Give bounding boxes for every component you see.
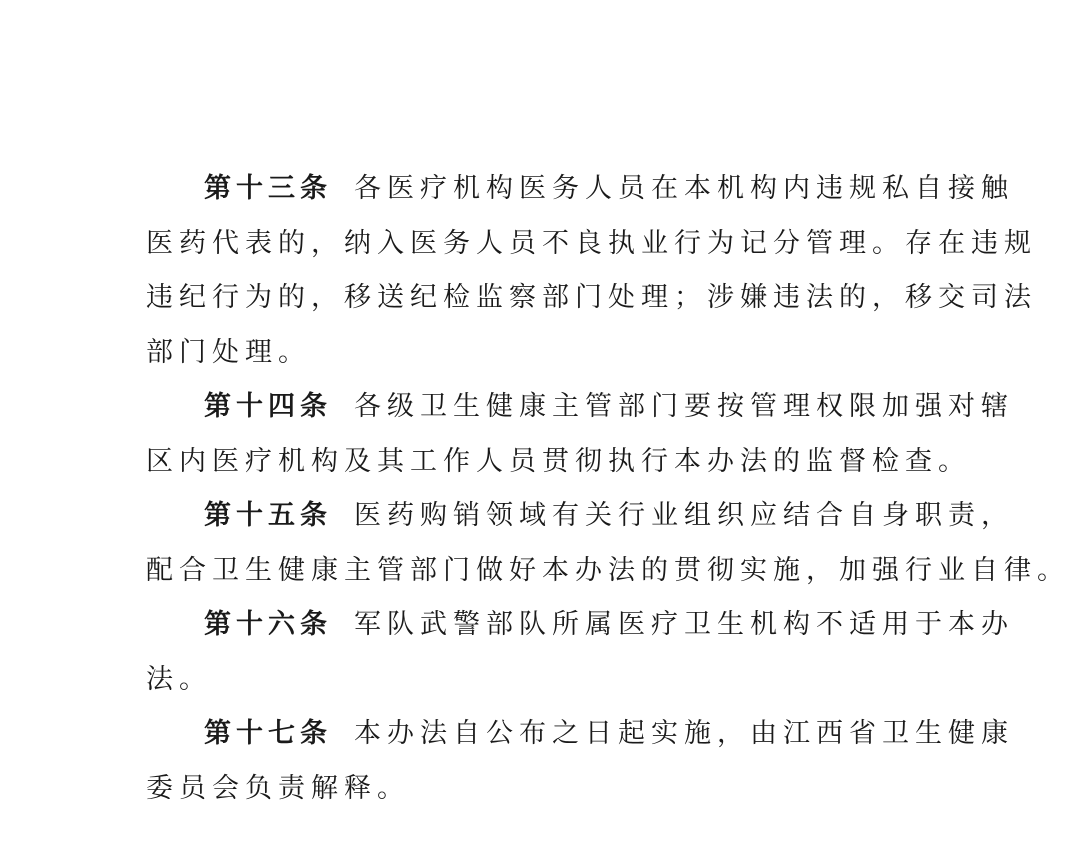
article-16-text-2: 法。 [146, 663, 212, 695]
article-17-first-line [146, 707, 1014, 762]
article-16-label: 第十六条 [204, 609, 332, 640]
article-14 [146, 380, 1014, 489]
article-15-first-line [146, 489, 1014, 544]
article-14-text-2: 区内医疗机构及其工作人员贯彻执行本办法的监督检查。 [146, 445, 971, 477]
article-14-first-line [146, 380, 1014, 435]
article-17-text-2: 委员会负责解释。 [146, 772, 410, 804]
article-14-text-1: 各级卫生健康主管部门要按管理权限加强对辖 [354, 391, 1014, 422]
article-15-label: 第十五条 [204, 500, 332, 531]
article-13-text-2: 医药代表的，纳入医务人员不良执业行为记分管理。存在违规 [146, 227, 1037, 259]
article-13-label: 第十三条 [204, 173, 332, 204]
article-17 [146, 707, 1014, 816]
article-16-first-line [146, 598, 1014, 653]
article-15-text-2: 配合卫生健康主管部门做好本办法的贯彻实施，加强行业自律。 [146, 554, 1070, 586]
article-13-first-line [146, 162, 1014, 217]
article-14-label: 第十四条 [204, 391, 332, 422]
article-13-text-1: 各医疗机构医务人员在本机构内违规私自接触 [354, 173, 1014, 204]
article-16 [146, 598, 1014, 707]
article-13-text-4: 部门处理。 [146, 336, 311, 368]
article-13-text-3: 违纪行为的，移送纪检监察部门处理；涉嫌违法的，移交司法 [146, 282, 1037, 313]
article-17-label: 第十七条 [204, 718, 332, 749]
article-17-text-1: 本办法自公布之日起实施，由江西省卫生健康 [354, 718, 1014, 749]
article-15-text-1: 医药购销领域有关行业组织应结合自身职责， [354, 500, 1014, 531]
article-13 [146, 162, 1037, 380]
article-16-text-1: 军队武警部队所属医疗卫生机构不适用于本办 [354, 609, 1014, 640]
article-15 [146, 489, 1070, 598]
